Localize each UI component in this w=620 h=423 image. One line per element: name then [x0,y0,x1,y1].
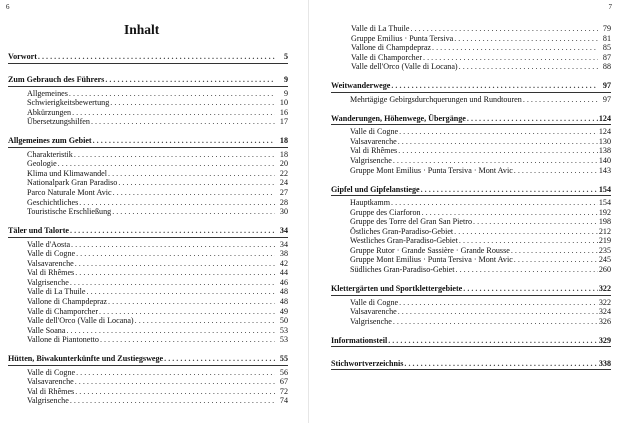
page-number: 6 [6,3,10,11]
section-spacer [331,326,611,336]
toc-entry[interactable] [331,236,611,246]
toc-entry-label: Valle di Cogne [27,249,76,259]
toc-section-heading[interactable] [8,52,288,62]
toc-entry-page: 260 [598,264,611,274]
toc-entry-label: Übersetzungshilfen [27,117,90,127]
section-spacer [8,217,288,227]
toc-entry[interactable] [8,287,288,297]
toc-entry-page: 27 [279,188,288,198]
leader-dots [69,89,275,99]
toc-entry-page: 88 [602,62,611,72]
toc-section-heading[interactable] [8,226,288,236]
toc-section-heading[interactable] [331,284,611,294]
toc-entry-page: 9 [283,75,288,85]
toc-entry-page: 192 [598,207,611,217]
section-rule [331,92,611,93]
leader-dots [398,307,598,317]
leader-dots [399,298,598,308]
toc-entry[interactable] [331,146,611,156]
toc-entry-page: 79 [602,24,611,33]
toc-entry-page: 130 [598,136,611,146]
section-rule [331,124,611,125]
leader-dots [511,246,598,256]
leader-dots [91,117,275,127]
toc-entry[interactable] [8,198,288,208]
leader-dots [421,185,598,195]
toc-entry-page: 85 [602,43,611,53]
toc-entry[interactable] [8,240,288,250]
toc-entry-label: Valsavarenche [350,136,397,146]
leader-dots [75,259,275,269]
leader-dots [105,75,275,85]
section-spacer [8,66,288,76]
toc-entry-label: Informationsteil [331,335,388,345]
page-title: Inhalt [124,22,160,37]
leader-dots [58,159,275,169]
toc-entry-label: Geschichtliches [27,197,79,207]
section-rule [331,346,611,347]
toc-entry-label: Vorwort [8,52,37,61]
leader-dots [70,278,275,288]
leader-dots [71,240,275,250]
toc-entry-page: 9 [283,88,288,98]
toc-entry[interactable] [331,298,611,308]
toc-entry[interactable] [8,335,288,345]
leader-dots [399,127,598,137]
leader-dots [38,52,275,62]
leader-dots [398,146,598,156]
toc-entry-label: Touristische Erschließung [27,207,112,217]
toc-entry[interactable] [8,159,288,169]
toc-entry-label: Valle di Champorcher [351,52,423,62]
toc-entry[interactable] [331,156,611,166]
toc-entry[interactable] [331,43,611,53]
toc-entry[interactable] [331,95,611,105]
toc-section-heading[interactable] [8,136,288,146]
toc-entry-label: Val di Rhêmes [27,386,75,396]
toc-entry-page: 18 [279,136,288,146]
toc-entry-label: Valgrisenche [27,396,69,406]
toc-entry-label: Valle di Champorcher [27,306,99,316]
leader-dots [118,178,275,188]
toc-entry-page: 50 [279,316,288,326]
right-page [310,0,620,423]
leader-dots [467,114,598,124]
toc-entry-label: Geologie [27,159,57,169]
toc-entry[interactable] [331,34,611,44]
toc-entry-page: 198 [598,217,611,227]
leader-dots [454,227,598,237]
toc-entry-page: 97 [602,81,611,91]
toc-entry[interactable] [331,227,611,237]
leader-dots [423,53,598,63]
leader-dots [110,98,275,108]
leader-dots [99,307,275,317]
leader-dots [454,34,598,44]
toc-entry[interactable] [8,178,288,188]
page-number: 7 [608,3,612,11]
left-page [0,0,308,423]
toc-entry-label: Allgemeines [27,88,68,98]
toc-entry-page: 124 [598,113,611,123]
toc-entry-label: Südliches Gran-Paradiso-Gebiet [350,264,455,274]
toc-entry[interactable] [331,198,611,208]
toc-section-heading[interactable] [8,354,288,364]
toc-entry-label: Valle di La Thuile [27,287,86,297]
toc-entry[interactable] [331,317,611,327]
toc-entry-label: Valle dell'Orco (Valle di Locana) [27,316,134,326]
toc-entry-label: Abkürzungen [27,107,72,117]
toc-entry-page: 143 [598,165,611,175]
leader-dots [70,396,275,406]
toc-entry-page: 140 [598,156,611,166]
toc-entry-label: Valsavarenche [27,258,74,268]
toc-entry-label: Östliches Gran-Paradiso-Gebiet [350,226,454,236]
leader-dots [459,236,598,246]
toc-entry-page: 48 [279,287,288,297]
leader-dots [76,249,275,259]
toc-entry[interactable] [8,268,288,278]
toc-entry-page: 5 [283,52,288,61]
leader-dots [422,208,598,218]
leader-dots [398,137,598,147]
toc-entry[interactable] [331,166,611,176]
toc-entry-page: 38 [279,249,288,259]
toc-entry-page: 16 [279,107,288,117]
toc-entry[interactable] [8,89,288,99]
leader-dots [514,166,598,176]
leader-dots [404,359,597,369]
toc-entry-page: 81 [602,33,611,43]
toc-entry-page: 245 [598,255,611,265]
leader-dots [473,217,598,227]
section-spacer [331,72,611,82]
section-rule [8,365,288,366]
toc-entry-page: 97 [602,94,611,104]
toc-entry-label: Valgrisenche [350,156,392,166]
toc-entry-page: 329 [598,335,611,345]
toc-entry-page: 154 [598,184,611,194]
toc-entry-page: 46 [279,277,288,287]
toc-entry-label: Valle di Cogne [350,297,399,307]
leader-dots [72,108,275,118]
toc-entry-label: Valsavarenche [27,377,74,387]
toc-entry-label: Vallone di Champdepraz [27,296,108,306]
leader-dots [75,268,275,278]
toc-entry-label: Gruppe des Torre del Gran San Pietro [350,217,473,227]
toc-entry-page: 34 [279,226,288,236]
section-rule [8,86,288,87]
toc-entry-label: Valle di La Thuile [351,24,410,33]
toc-entry-page: 67 [279,377,288,387]
toc-entry[interactable] [8,326,288,336]
toc-entry[interactable] [8,169,288,179]
toc-entry[interactable] [331,62,611,72]
leader-dots [108,169,275,179]
leader-dots [112,207,275,217]
toc-entry-label: Valle d'Aosta [27,239,71,249]
toc-entry-page: 338 [598,358,611,368]
toc-entry-label: Weitwanderwege [331,81,391,91]
toc-section-heading[interactable] [331,185,611,195]
toc-entry-label: Gruppe des Ciarforon [350,207,421,217]
toc-entry-page: 53 [279,325,288,335]
toc-entry-page: 322 [598,297,611,307]
toc-entry-page: 24 [279,178,288,188]
toc-entry-page: 48 [279,296,288,306]
toc-entry[interactable] [8,259,288,269]
leader-dots [75,377,275,387]
toc-section-heading[interactable] [331,81,611,91]
toc-entry-page: 322 [598,284,611,294]
section-rule [8,147,288,148]
leader-dots [66,326,275,336]
toc-entry[interactable] [8,98,288,108]
toc-entry-label: Nationalpark Gran Paradiso [27,178,118,188]
toc-entry[interactable] [8,188,288,198]
toc-entry[interactable] [8,316,288,326]
leader-dots [388,336,598,346]
leader-dots [164,354,275,364]
section-rule [331,295,611,296]
leader-dots [100,335,275,345]
toc-entry-label: Mehrtägige Gebirgsdurchquerungen und Rundtouren [350,94,522,104]
toc-entry[interactable] [8,396,288,406]
toc-entry[interactable] [8,207,288,217]
toc-entry[interactable] [331,53,611,63]
toc-entry-page: 34 [279,239,288,249]
toc-entry-label: Vallone di Piantonetto [27,335,99,345]
toc-entry[interactable] [331,265,611,275]
table-of-contents-continued [331,24,611,372]
leader-dots [75,387,275,397]
section-spacer [331,349,611,359]
leader-dots [459,62,598,72]
leader-dots [432,43,598,53]
toc-entry-page: 235 [598,245,611,255]
toc-entry-page: 56 [279,367,288,377]
toc-entry-page: 324 [598,307,611,317]
toc-section-heading[interactable] [8,75,288,85]
toc-entry-label: Valle dell'Orco (Valle di Locana) [351,62,458,72]
toc-entry-label: Täler und Talorte [8,226,70,236]
toc-entry-label: Allgemeines zum Gebiet [8,136,92,146]
toc-entry-label: Gruppe Mont Emilius · Punta Tersiva · Mont Avic [350,165,513,175]
toc-entry-page: 20 [279,159,288,169]
leader-dots [391,81,598,91]
book-spine [308,0,309,423]
toc-entry-page: 42 [279,258,288,268]
leader-dots [113,188,275,198]
toc-entry-label: Valle di Cogne [350,127,399,137]
toc-entry-label: Westliches Gran-Paradiso-Gebiet [350,236,458,246]
section-spacer [8,127,288,137]
toc-entry-page: 10 [279,98,288,108]
section-spacer [331,175,611,185]
leader-dots [393,156,598,166]
leader-dots [79,198,275,208]
toc-entry-label: Klettergärten und Sportklettergebiete [331,284,463,294]
leader-dots [70,226,275,236]
toc-entry[interactable] [331,208,611,218]
toc-entry-label: Valgrisenche [27,277,69,287]
leader-dots [87,287,275,297]
leader-dots [411,24,598,34]
toc-entry[interactable] [8,278,288,288]
toc-entry-page: 44 [279,268,288,278]
toc-entry-page: 87 [602,52,611,62]
toc-entry-label: Valle Soana [27,325,66,335]
toc-entry[interactable] [331,246,611,256]
leader-dots [74,150,275,160]
toc-entry-label: Valgrisenche [350,316,392,326]
toc-entry[interactable] [8,387,288,397]
toc-entry-label: Hauptkamm [350,198,391,208]
leader-dots [108,297,275,307]
toc-entry-label: Parco Naturale Mont Avic [27,188,112,198]
toc-entry-page: 124 [598,127,611,137]
toc-entry[interactable] [331,307,611,317]
toc-entry-page: 28 [279,197,288,207]
toc-entry[interactable] [8,150,288,160]
section-rule [8,237,288,238]
toc-entry-label: Stichwortverzeichnis [331,358,404,368]
toc-entry-page: 326 [598,316,611,326]
toc-entry-label: Gruppe Mont Emilius · Punta Tersiva · Mont Avic [350,255,513,265]
toc-entry-page: 55 [279,354,288,364]
leader-dots [76,368,275,378]
toc-entry-page: 18 [279,149,288,159]
toc-entry-label: Schwierigkeitsbewertung [27,98,110,108]
leader-dots [93,136,275,146]
toc-entry-label: Wanderungen, Höhenwege, Übergänge [331,113,466,123]
toc-entry-page: 53 [279,335,288,345]
toc-entry-page: 22 [279,168,288,178]
toc-section-heading[interactable] [331,114,611,124]
section-spacer [331,104,611,114]
section-rule [331,195,611,196]
toc-entry-page: 154 [598,198,611,208]
toc-section-heading[interactable] [331,359,611,369]
toc-entry[interactable] [8,307,288,317]
leader-dots [391,198,598,208]
leader-dots [135,316,275,326]
toc-entry[interactable] [8,108,288,118]
toc-entry-label: Val di Rhêmes [350,146,398,156]
toc-entry-label: Vallone di Champdepraz [351,43,432,53]
toc-entry[interactable] [331,217,611,227]
section-rule [331,369,611,370]
toc-entry[interactable] [331,255,611,265]
section-spacer [331,275,611,285]
toc-entry[interactable] [8,249,288,259]
toc-entry-page: 72 [279,386,288,396]
toc-entry[interactable] [8,117,288,127]
toc-entry-label: Valle di Cogne [27,367,76,377]
toc-entry-page: 219 [598,236,611,246]
toc-entry-page: 74 [279,396,288,406]
toc-entry-label: Val di Rhêmes [27,268,75,278]
toc-entry-label: Klima und Klimawandel [27,168,108,178]
leader-dots [523,95,598,105]
section-rule [8,63,288,64]
table-of-contents [8,52,288,406]
toc-entry[interactable] [331,137,611,147]
toc-entry-label: Gipfel und Gipfelanstiege [331,184,420,194]
toc-entry-label: Gruppe Emilius · Punta Tersiva [351,33,454,43]
leader-dots [456,265,598,275]
toc-entry[interactable] [8,377,288,387]
toc-entry[interactable] [8,368,288,378]
toc-entry[interactable] [331,127,611,137]
toc-entry-label: Valsavarenche [350,307,397,317]
toc-entry-label: Zum Gebrauch des Führers [8,75,105,85]
toc-entry-page: 138 [598,146,611,156]
section-spacer [8,345,288,355]
toc-entry[interactable] [8,297,288,307]
leader-dots [393,317,598,327]
toc-entry-label: Hütten, Biwakunterkünfte und Zustiegswege [8,354,164,364]
toc-entry-label: Charakteristik [27,149,73,159]
leader-dots [463,284,598,294]
toc-entry-page: 212 [598,226,611,236]
toc-entry-page: 30 [279,207,288,217]
toc-entry[interactable] [331,24,611,34]
toc-entry-page: 49 [279,306,288,316]
toc-entry-page: 17 [279,117,288,127]
leader-dots [514,255,598,265]
toc-section-heading[interactable] [331,336,611,346]
toc-entry-label: Gruppe Rutor · Grande Sassière · Grande Rousse [350,245,510,255]
